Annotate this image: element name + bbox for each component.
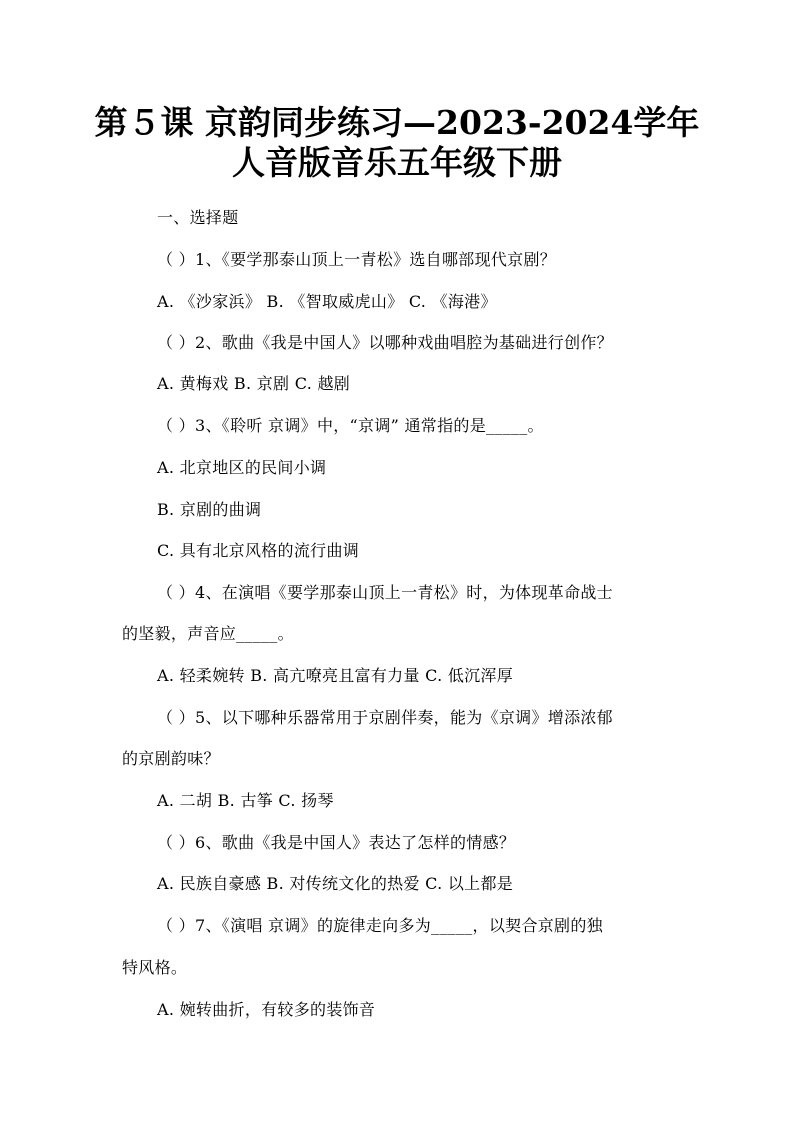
question-3-option-b: B. 京剧的曲调 — [157, 500, 262, 519]
question-7: （ ）7、《演唱 京调》的旋律走向多为_____，以契合京剧的独 — [157, 916, 603, 935]
question-7-option-a: A. 婉转曲折，有较多的装饰音 — [157, 1000, 376, 1019]
question-4: （ ）4、在演唱《要学那泰山顶上一青松》时，为体现革命战士 — [157, 583, 613, 602]
question-5-continued: 的京剧韵味？ — [122, 749, 220, 768]
question-4-options: A. 轻柔婉转 B. 高亢嘹亮且富有力量 C. 低沉浑厚 — [157, 666, 514, 685]
question-2: （ ）2、歌曲《我是中国人》以哪种戏曲唱腔为基础进行创作？ — [157, 333, 613, 352]
question-3-option-a: A. 北京地区的民间小调 — [157, 458, 327, 477]
document-title-line-2: 人音版音乐五年级下册 — [232, 143, 562, 182]
question-2-options: A. 黄梅戏 B. 京剧 C. 越剧 — [157, 374, 351, 393]
document-title-line-1: 第５课 京韵同步练习—2023-2024学年 — [94, 103, 700, 142]
question-4-continued: 的坚毅，声音应_____。 — [122, 624, 294, 643]
question-1: （ ）1、《要学那泰山顶上一青松》选自哪部现代京剧？ — [157, 250, 557, 269]
question-6: （ ）6、歌曲《我是中国人》表达了怎样的情感？ — [157, 833, 516, 852]
question-6-options: A. 民族自豪感 B. 对传统文化的热爱 C. 以上都是 — [157, 874, 514, 893]
question-3-option-c: C. 具有北京风格的流行曲调 — [157, 541, 360, 560]
question-7-continued: 特风格。 — [122, 958, 188, 977]
question-1-options: A. 《沙家浜》 B. 《智取威虎山》 C. 《海港》 — [157, 292, 497, 311]
question-5-options: A. 二胡 B. 古筝 C. 扬琴 — [157, 791, 334, 810]
section-heading: 一、选择题 — [157, 208, 239, 227]
question-3: （ ）3、《聆听 京调》中，“京调” 通常指的是_____。 — [157, 416, 544, 435]
question-5: （ ）5、以下哪种乐器常用于京剧伴奏，能为《京调》增添浓郁 — [157, 708, 613, 727]
